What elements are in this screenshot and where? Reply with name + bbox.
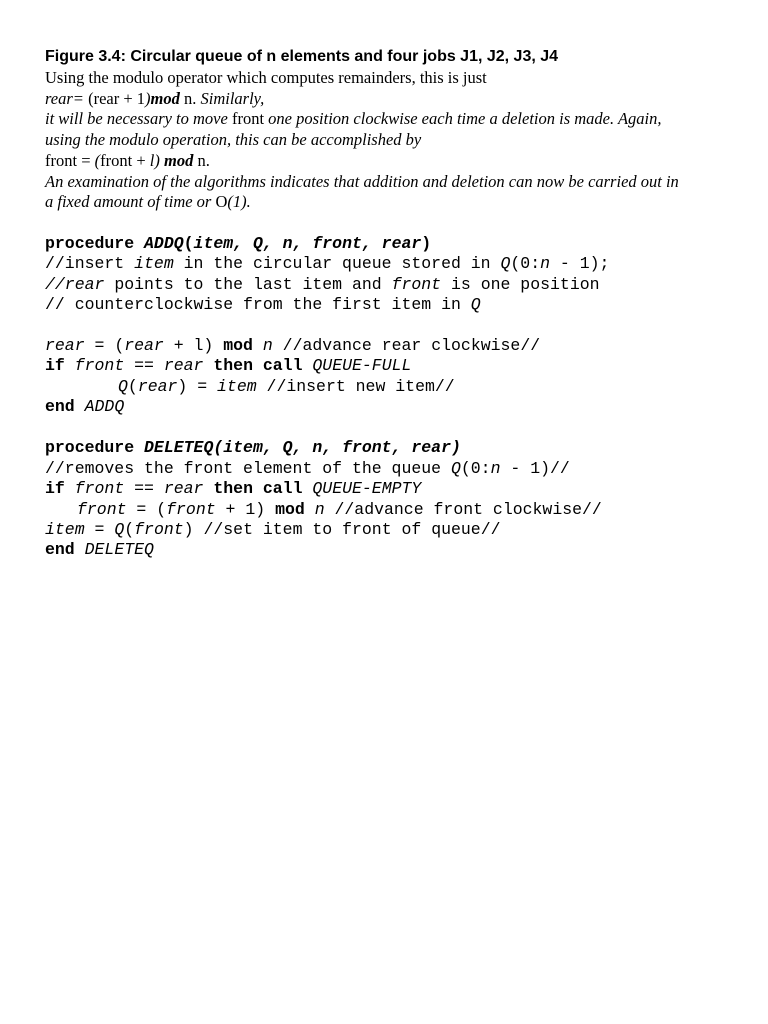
text-fragment: ) — [145, 88, 151, 108]
code-token: rear — [45, 335, 85, 355]
code-token: rear — [163, 356, 204, 376]
addq-end — [45, 397, 735, 417]
text-fragment: it will be necessary to move — [45, 109, 232, 129]
code-token: n — [262, 335, 273, 355]
text-line-6: An examination of the algorithms indicates that addition and deletion can now be carried out in — [45, 171, 679, 191]
code-token: front — [134, 520, 184, 539]
deleteq-end — [45, 540, 735, 560]
keyword: if — [45, 356, 65, 376]
code-token: ADDQ — [84, 397, 125, 417]
text-line-2 — [45, 89, 735, 110]
code-token: ) //set item to front of queue// — [183, 520, 501, 539]
code-token: ( — [127, 376, 138, 396]
code-token: //rear — [45, 274, 105, 294]
text-line-7 — [45, 192, 735, 213]
code-token: //insert — [45, 254, 135, 274]
deleteq-statement-advance — [45, 500, 735, 520]
procedure-name: ADDQ — [144, 233, 184, 253]
code-token: - 1); — [550, 254, 610, 274]
code-token: front — [74, 356, 125, 376]
addq-header — [45, 234, 735, 254]
text-fragment: ( — [94, 150, 101, 170]
keyword: mod — [275, 499, 305, 519]
deleteq-statement-if — [45, 479, 735, 499]
code-token: == — [124, 479, 164, 499]
code-token: Q — [114, 520, 125, 539]
parameter-list: item, Q, n, front, rear — [193, 233, 422, 253]
code-token: front — [74, 479, 125, 499]
keyword: procedure — [45, 438, 145, 458]
addq-statement-advance — [45, 336, 735, 356]
text-fragment: n. — [193, 150, 210, 170]
keyword: then call — [213, 356, 303, 376]
code-token: in the circular queue stored in — [173, 254, 501, 274]
document-page — [45, 46, 735, 561]
text-fragment: (1). — [227, 192, 251, 212]
code-token: is one position — [441, 274, 600, 294]
text-fragment: l) — [149, 150, 160, 170]
code-token: + l) — [163, 335, 224, 355]
addq-comment-1 — [45, 254, 735, 274]
addq-statement-if — [45, 356, 735, 376]
code-token: = ( — [126, 499, 167, 519]
code-token: rear — [137, 376, 178, 396]
keyword: end — [45, 540, 75, 560]
code-token: = — [84, 520, 115, 539]
code-token: //insert new item// — [256, 376, 455, 396]
spacer — [45, 417, 735, 438]
code-token: n — [314, 499, 325, 519]
code-token: + 1) — [215, 499, 276, 519]
code-token: Q — [118, 376, 128, 396]
text-fragment: n. — [179, 88, 201, 108]
code-token: ) — [421, 233, 432, 253]
code-token: Q — [450, 458, 461, 478]
code-token: = ( — [84, 335, 125, 355]
keyword: procedure — [45, 233, 145, 253]
text-fragment: O — [215, 192, 228, 212]
text-fragment: mod — [159, 150, 194, 170]
text-fragment: mod — [150, 88, 180, 108]
text-fragment: front + — [100, 150, 150, 170]
procedure-signature: DELETEQ(item, Q, n, front, rear) — [144, 438, 461, 458]
text-line-5 — [45, 151, 735, 172]
text-fragment: front = — [45, 150, 95, 170]
code-token: QUEUE-EMPTY — [312, 479, 422, 499]
code-token: (0: — [460, 458, 491, 478]
code-token: Q — [470, 295, 481, 315]
text-line-3 — [45, 109, 735, 130]
code-token: QUEUE-FULL — [312, 356, 412, 376]
code-token: front — [166, 499, 216, 519]
deleteq-procedure — [45, 438, 735, 560]
text-line-4: using the modulo operation, this can be accomplished by — [45, 130, 422, 150]
keyword: if — [45, 479, 65, 499]
code-token — [75, 397, 85, 416]
text-line-1: Using the modulo operator which computes remainders, this is just — [45, 68, 487, 87]
deleteq-statement-assign — [45, 520, 735, 540]
code-token: item — [134, 254, 174, 274]
blank-line — [45, 315, 735, 335]
code-token — [302, 356, 312, 375]
figure-caption: Figure 3.4: Circular queue of n elements and four jobs J1, J2, J3, J4 — [45, 48, 559, 65]
code-token — [305, 500, 315, 519]
code-token: ( — [183, 233, 194, 253]
code-token — [203, 479, 213, 498]
addq-comment-3 — [45, 295, 735, 315]
code-token — [253, 336, 263, 355]
code-token: == — [124, 356, 164, 376]
keyword: mod — [223, 335, 253, 355]
text-fragment: a fixed amount of time or — [45, 192, 216, 212]
code-token: //removes the front element of the queue — [45, 458, 451, 478]
code-token: (0: — [510, 254, 541, 274]
spacer — [45, 213, 735, 234]
deleteq-comment — [45, 459, 735, 479]
addq-comment-2 — [45, 275, 735, 295]
code-token: front — [77, 499, 127, 519]
addq-procedure — [45, 234, 735, 418]
code-token — [302, 479, 312, 498]
text-fragment: Similarly, — [200, 88, 265, 108]
code-token: item — [217, 376, 257, 396]
code-token: n — [490, 458, 501, 478]
code-token: - 1)// — [500, 458, 570, 478]
code-token: rear — [163, 479, 204, 499]
code-token: DELETEQ — [84, 540, 154, 560]
code-token: item — [45, 520, 85, 539]
keyword: then call — [213, 479, 303, 499]
code-token: ) = — [177, 376, 218, 396]
text-fragment: front — [231, 109, 265, 129]
code-token: //advance rear clockwise// — [272, 335, 541, 355]
code-token: ( — [124, 520, 135, 539]
text-fragment: ( — [88, 88, 94, 108]
deleteq-header — [45, 438, 735, 458]
code-token: points to the last item and — [104, 274, 392, 294]
text-fragment: rear + 1 — [93, 88, 146, 108]
code-token: front — [391, 274, 442, 294]
code-token: // counterclockwise from the first item in — [45, 295, 471, 315]
code-token — [203, 356, 213, 375]
text-fragment: one position clockwise each time a deletion is made. Again, — [264, 109, 662, 129]
explanatory-text — [45, 68, 735, 213]
keyword: end — [45, 397, 75, 417]
text-fragment: rear= — [45, 88, 89, 108]
code-token — [75, 540, 85, 559]
code-token: Q — [500, 254, 511, 274]
code-token — [65, 356, 75, 375]
code-token: n — [540, 254, 551, 274]
addq-statement-insert — [45, 377, 735, 397]
code-token: rear — [124, 335, 164, 355]
code-token: //advance front clockwise// — [324, 499, 602, 519]
code-token — [65, 479, 75, 498]
